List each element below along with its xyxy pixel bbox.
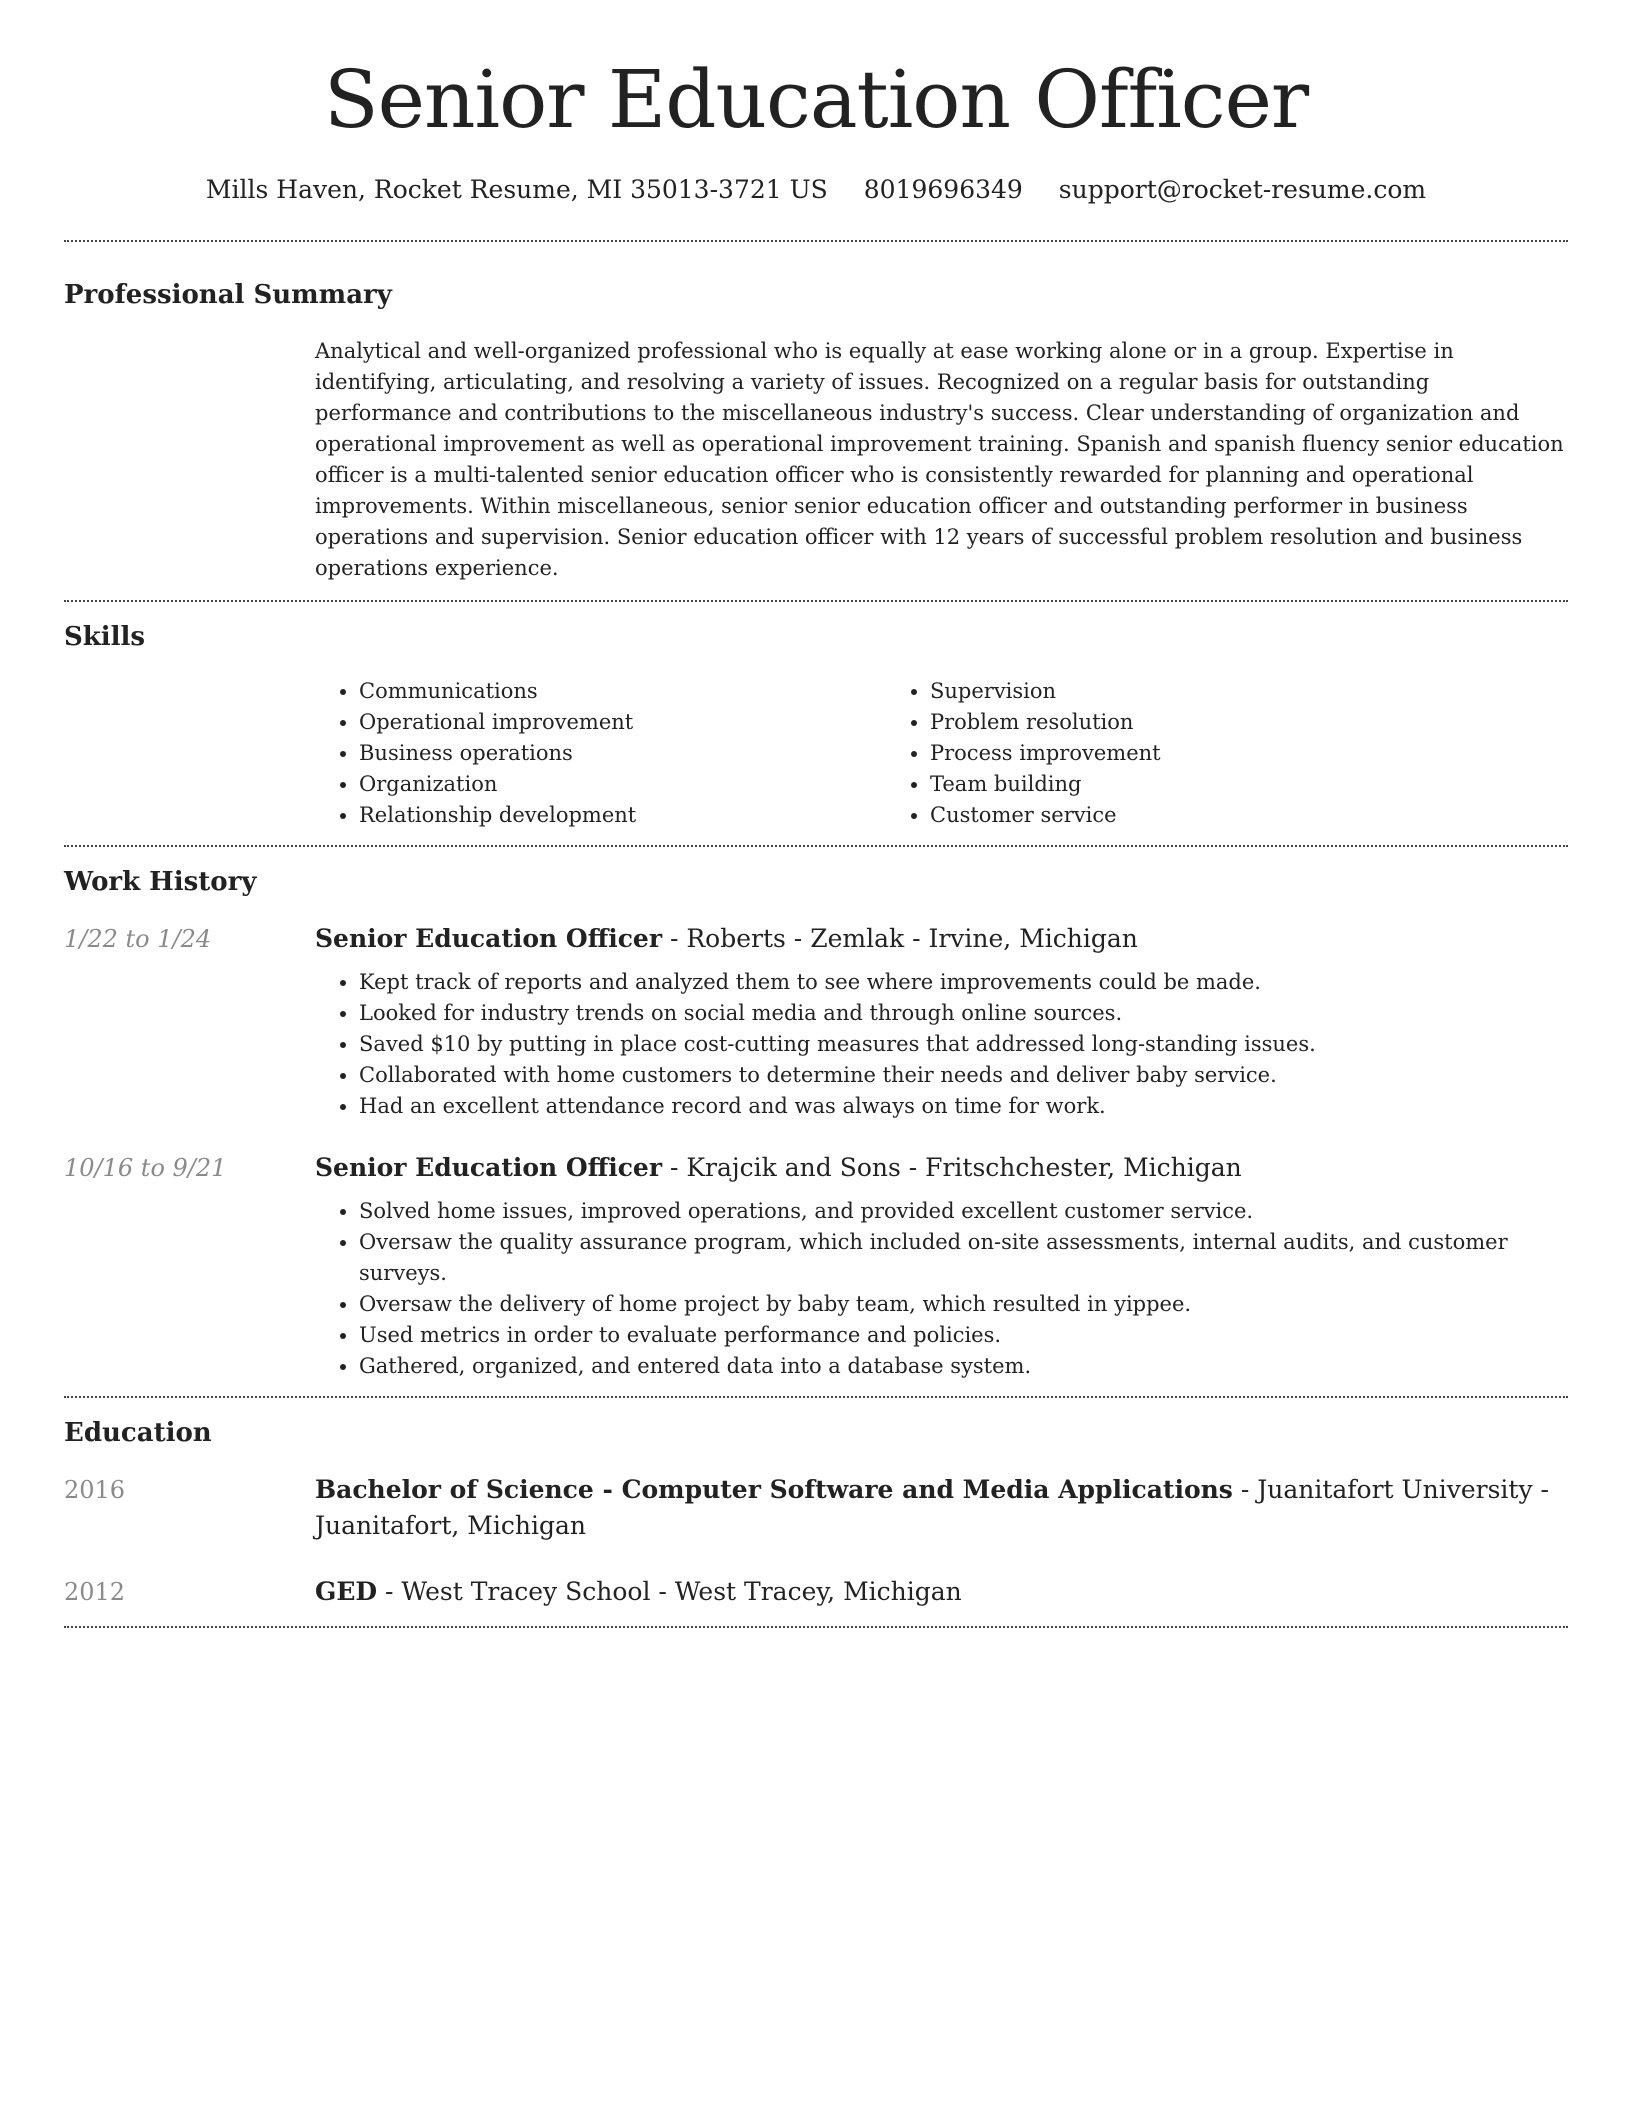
work-bullet: • Kept track of reports and analyzed them to see where improvements could be made. (359, 967, 1568, 998)
contact-address: Mills Haven, Rocket Resume, MI 35013-3721 US (205, 175, 828, 204)
work-details (315, 921, 1568, 1122)
job-employer: - Krajcik and Sons - Fritschchester, Michigan (662, 1153, 1242, 1182)
section-title-summary: Professional Summary (64, 280, 392, 310)
education-entry (64, 1472, 1568, 1544)
divider (64, 1626, 1568, 1628)
education-year: 2012 (64, 1578, 126, 1606)
school: - West Tracey School - West Tracey, Michigan (377, 1577, 962, 1606)
skill-item: • Team building (930, 769, 1161, 800)
degree: GED (315, 1577, 378, 1606)
work-bullet: • Had an excellent attendance record and was always on time for work. (359, 1091, 1568, 1122)
work-heading (315, 1150, 1568, 1186)
skill-item: • Supervision (930, 676, 1161, 707)
work-details (315, 1150, 1568, 1382)
education-entry (64, 1574, 1568, 1626)
job-employer: - Roberts - Zemlak - Irvine, Michigan (662, 924, 1138, 953)
skill-item: • Business operations (359, 738, 886, 769)
work-bullet: • Collaborated with home customers to determine their needs and deliver baby service. (359, 1060, 1568, 1091)
skills-column-left (315, 676, 886, 831)
section-title-skills: Skills (64, 622, 146, 652)
contact-phone: 8019696349 (863, 175, 1023, 204)
job-title: Senior Education Officer (315, 1153, 663, 1182)
divider (64, 600, 1568, 602)
skills-list (315, 676, 1568, 845)
skill-item: • Relationship development (359, 800, 886, 831)
skill-item: • Customer service (930, 800, 1161, 831)
resume-header (64, 0, 1568, 206)
candidate-name: Senior Education Officer (323, 53, 1309, 146)
work-bullet: • Solved home issues, improved operations, and provided excellent customer service. (359, 1196, 1568, 1227)
work-dates: 10/16 to 9/21 (64, 1154, 227, 1182)
skills-column-right (886, 676, 1161, 831)
work-entry (64, 1150, 1568, 1396)
work-bullets (315, 967, 1568, 1122)
work-bullets (315, 1196, 1568, 1382)
work-heading (315, 921, 1568, 957)
work-bullet: • Gathered, organized, and entered data into a database system. (359, 1351, 1568, 1382)
work-bullet: • Saved $10 by putting in place cost-cutting measures that addressed long-standing issues. (359, 1029, 1568, 1060)
section-title-education: Education (64, 1418, 212, 1448)
work-dates: 1/22 to 1/24 (64, 925, 212, 953)
skill-item: • Operational improvement (359, 707, 886, 738)
divider (64, 240, 1568, 242)
school: - Juanitafort University - Juanitafort, Michigan (315, 1475, 1549, 1540)
work-bullet: • Oversaw the quality assurance program, which included on-site assessments, internal audits, and customer surveys. (359, 1227, 1568, 1289)
contact-email: support@rocket-resume.com (1058, 175, 1427, 204)
skill-item: • Problem resolution (930, 707, 1161, 738)
section-title-work-history: Work History (64, 867, 257, 897)
work-bullet: • Used metrics in order to evaluate performance and policies. (359, 1320, 1568, 1351)
divider (64, 845, 1568, 847)
degree: Bachelor of Science - Computer Software and Media Applications (315, 1475, 1233, 1504)
skill-item: • Process improvement (930, 738, 1161, 769)
education-details (315, 1472, 1568, 1544)
contact-line (64, 174, 1568, 206)
divider (64, 1396, 1568, 1398)
work-bullet: • Looked for industry trends on social media and through online sources. (359, 998, 1568, 1029)
education-details (315, 1574, 1568, 1610)
work-bullet: • Oversaw the delivery of home project by baby team, which resulted in yippee. (359, 1289, 1568, 1320)
skill-item: • Communications (359, 676, 886, 707)
summary-text: Analytical and well-organized professional who is equally at ease working alone or in a group. Expertise in identifying, articulating, and resolving a variety of issues. Recognized on a regular basis for outstanding performance and contributions to the miscellaneous industry's success. Clear understanding of organization and operational improvement as well as operational improvement training. Spanish and spanish fluency senior education officer is a multi-talented senior education officer who is consistently rewarded for planning and operational improvements. Within miscellaneous, senior senior education officer and outstanding performer in business operations and supervision. Senior education officer with 12 years of successful problem resolution and business operations experience. (315, 339, 1564, 580)
education-year: 2016 (64, 1476, 126, 1504)
work-entry (64, 921, 1568, 1122)
job-title: Senior Education Officer (315, 924, 663, 953)
skill-item: • Organization (359, 769, 886, 800)
